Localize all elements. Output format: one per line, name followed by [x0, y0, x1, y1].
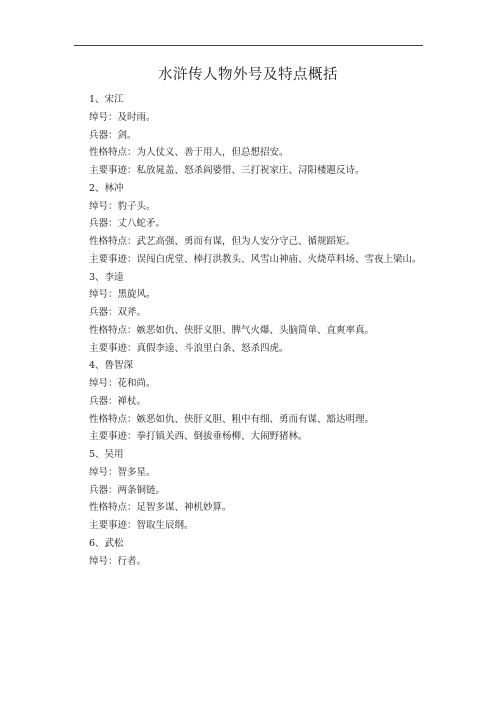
heading-lu-zhishen: 4、鲁智深: [89, 360, 134, 372]
deeds-line: 主要事迹：智取生辰纲。: [89, 520, 194, 531]
header-rule: [74, 45, 423, 46]
weapon-line: 兵器：丈八蛇矛。: [89, 218, 166, 230]
deeds-line: 主要事迹：拳打镇关西、倒拔垂杨柳、大闹野猪林。: [89, 431, 308, 443]
personality-line: 性格特点：武艺高强、勇而有谋，但为人安分守己、循规蹈矩。: [89, 236, 356, 247]
nickname-line: 绰号：及时雨。: [89, 111, 156, 123]
heading-wu-yong: 5、吴用: [89, 449, 124, 460]
heading-li-kui: 3、李逵: [89, 271, 124, 283]
personality-line: 性格特点：嫉恶如仇、侠肝义胆、粗中有细、勇而有谋、豁达明理。: [89, 413, 375, 425]
document-body: [72, 91, 424, 570]
nickname-line: 绰号：豹子头。: [89, 200, 156, 212]
weapon-line: 兵器：禅杖。: [89, 395, 147, 407]
heading-lin-chong: 2、林冲: [89, 182, 124, 194]
heading-song-jiang: 1、宋江: [89, 94, 124, 105]
nickname-line: 绰号：智多星。: [89, 466, 156, 478]
nickname-line: 绰号：黑旋风。: [89, 289, 156, 301]
nickname-line: 绰号：花和尚。: [89, 378, 156, 389]
weapon-line: 兵器：两条铜链。: [89, 484, 166, 496]
personality-line: 性格特点：嫉恶如仇、侠肝义胆、脾气火爆、头脑简单、直爽率真。: [89, 324, 375, 336]
weapon-line: 兵器：剑。: [89, 129, 137, 141]
deeds-line: 主要事迹：私放晁盖、怒杀阎婆惜、三打祝家庄、浔阳楼题反诗。: [89, 165, 365, 176]
document-title: 水浒传人物外号及特点概括: [158, 67, 338, 83]
personality-line: 性格特点：足智多谋、神机妙算。: [89, 502, 232, 514]
heading-wu-song: 6、武松: [89, 537, 124, 549]
deeds-line: 主要事迹：真假李逵、斗浪里白条、怒杀四虎。: [89, 342, 289, 354]
deeds-line: 主要事迹：误闯白虎堂、棒打洪教头、风雪山神庙、火烧草料场、雪夜上梁山。: [89, 253, 422, 265]
personality-line: 性格特点：为人仗义、善于用人，但总想招安。: [89, 147, 289, 159]
nickname-line: 绰号：行者。: [89, 555, 147, 567]
weapon-line: 兵器：双斧。: [89, 307, 147, 318]
